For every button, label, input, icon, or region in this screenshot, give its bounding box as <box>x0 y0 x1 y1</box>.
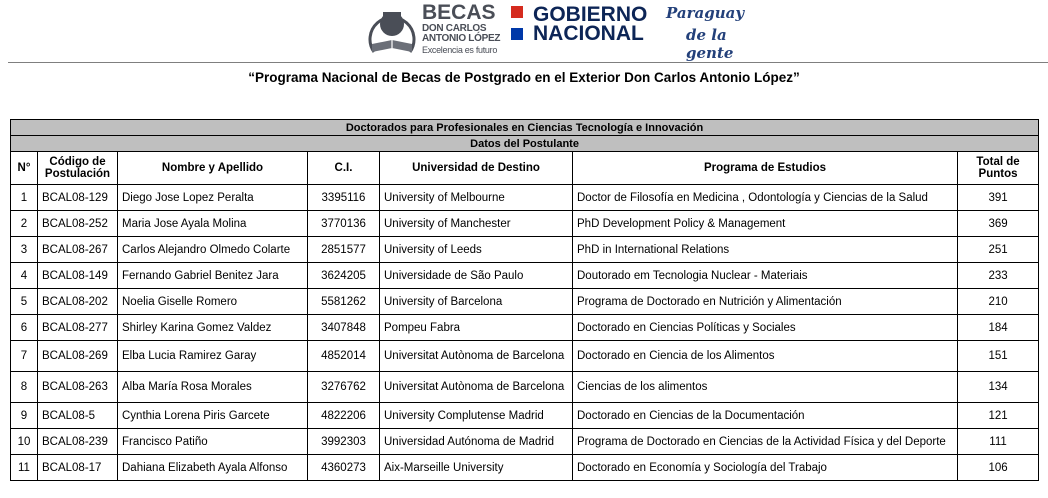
cell-university: Universitat Autònoma de Barcelona <box>380 372 573 403</box>
cell-program: Doctorado en Ciencia de los Alimentos <box>573 341 958 372</box>
cell-program: Doctorado en Economía y Sociología del Trabajo <box>573 455 958 481</box>
cell-program: Doctorado en Ciencias de la Documentación <box>573 403 958 429</box>
cell-points: 151 <box>958 341 1039 372</box>
cell-num: 10 <box>11 429 38 455</box>
gobierno-nacional-logo <box>511 4 651 44</box>
category-band <box>11 120 1039 136</box>
cell-num: 7 <box>11 341 38 372</box>
cell-code: BCAL08-263 <box>38 372 118 403</box>
cell-ci: 3395116 <box>308 185 380 211</box>
col-header-points: Total de Puntos <box>958 152 1039 185</box>
results-table-container <box>10 119 1039 481</box>
cell-university: Universitat Autònoma de Barcelona <box>380 341 573 372</box>
cell-university: University Complutense Madrid <box>380 403 573 429</box>
slogan-line-2: de la gente <box>686 26 734 62</box>
table-row <box>11 211 1039 237</box>
col-header-ci: C.I. <box>308 152 380 185</box>
paraguay-slogan <box>664 2 774 62</box>
results-table <box>10 119 1039 481</box>
cell-ci: 3276762 <box>308 372 380 403</box>
cell-code: BCAL08-277 <box>38 315 118 341</box>
cell-code: BCAL08-239 <box>38 429 118 455</box>
category-title: Doctorados para Profesionales en Ciencias Tecnología e Innovación <box>11 120 1039 136</box>
column-header-row <box>11 152 1039 185</box>
cell-num: 8 <box>11 372 38 403</box>
cell-points: 184 <box>958 315 1039 341</box>
becas-subtitle-1: DON CARLOS <box>422 23 487 34</box>
cell-points: 210 <box>958 289 1039 315</box>
cell-points: 233 <box>958 263 1039 289</box>
page-header <box>0 0 1048 62</box>
cell-ci: 4852014 <box>308 341 380 372</box>
cell-university: Universidade de São Paulo <box>380 263 573 289</box>
col-header-num: N° <box>11 152 38 185</box>
cell-name: Maria Jose Ayala Molina <box>118 211 308 237</box>
table-row <box>11 403 1039 429</box>
nacional-word: NACIONAL <box>533 22 644 45</box>
cell-ci: 3624205 <box>308 263 380 289</box>
cell-university: Universidad Autónoma de Madrid <box>380 429 573 455</box>
cell-num: 6 <box>11 315 38 341</box>
table-row <box>11 315 1039 341</box>
cell-name: Fernando Gabriel Benitez Jara <box>118 263 308 289</box>
table-row <box>11 341 1039 372</box>
cell-code: BCAL08-17 <box>38 455 118 481</box>
cell-name: Alba María Rosa Morales <box>118 372 308 403</box>
cell-name: Noelia Giselle Romero <box>118 289 308 315</box>
cell-university: University of Manchester <box>380 211 573 237</box>
cell-university: University of Melbourne <box>380 185 573 211</box>
header-divider <box>8 62 1048 63</box>
cell-points: 251 <box>958 237 1039 263</box>
table-row <box>11 263 1039 289</box>
table-row <box>11 289 1039 315</box>
becas-emblem-icon <box>364 2 420 58</box>
cell-points: 391 <box>958 185 1039 211</box>
cell-program: PhD in International Relations <box>573 237 958 263</box>
table-row <box>11 455 1039 481</box>
col-header-university: Universidad de Destino <box>380 152 573 185</box>
flag-squares-icon <box>511 6 523 41</box>
cell-university: University of Leeds <box>380 237 573 263</box>
section-title: Datos del Postulante <box>11 136 1039 152</box>
cell-name: Diego Jose Lopez Peralta <box>118 185 308 211</box>
cell-name: Carlos Alejandro Olmedo Colarte <box>118 237 308 263</box>
cell-program: Programa de Doctorado en Ciencias de la Actividad Física y del Deporte <box>573 429 958 455</box>
cell-num: 4 <box>11 263 38 289</box>
cell-ci: 4360273 <box>308 455 380 481</box>
cell-program: Doctorado en Ciencias Políticas y Sociales <box>573 315 958 341</box>
cell-university: Aix-Marseille University <box>380 455 573 481</box>
cell-num: 5 <box>11 289 38 315</box>
becas-logo <box>364 2 504 58</box>
cell-code: BCAL08-252 <box>38 211 118 237</box>
cell-ci: 3770136 <box>308 211 380 237</box>
becas-wordmark <box>422 2 504 58</box>
cell-ci: 4822206 <box>308 403 380 429</box>
cell-code: BCAL08-202 <box>38 289 118 315</box>
table-row <box>11 237 1039 263</box>
cell-program: Doutorado em Tecnologia Nuclear - Materiais <box>573 263 958 289</box>
cell-program: Ciencias de los alimentos <box>573 372 958 403</box>
cell-code: BCAL08-269 <box>38 341 118 372</box>
section-band <box>11 136 1039 152</box>
table-body <box>11 185 1039 481</box>
cell-name: Elba Lucia Ramirez Garay <box>118 341 308 372</box>
gobierno-word: GOBIERNO <box>533 3 648 26</box>
cell-num: 2 <box>11 211 38 237</box>
col-header-program: Programa de Estudios <box>573 152 958 185</box>
cell-code: BCAL08-267 <box>38 237 118 263</box>
cell-code: BCAL08-129 <box>38 185 118 211</box>
cell-ci: 3407848 <box>308 315 380 341</box>
becas-subtitle-2: ANTONIO LÓPEZ <box>422 33 501 44</box>
program-title: “Programa Nacional de Becas de Postgrado en el Exterior Don Carlos Antonio López” <box>248 70 800 85</box>
cell-ci: 3992303 <box>308 429 380 455</box>
cell-num: 3 <box>11 237 38 263</box>
cell-points: 121 <box>958 403 1039 429</box>
cell-ci: 5581262 <box>308 289 380 315</box>
cell-points: 106 <box>958 455 1039 481</box>
table-row <box>11 185 1039 211</box>
cell-points: 111 <box>958 429 1039 455</box>
cell-university: University of Barcelona <box>380 289 573 315</box>
cell-university: Pompeu Fabra <box>380 315 573 341</box>
slogan-line-1: Paraguay <box>666 4 745 22</box>
cell-points: 134 <box>958 372 1039 403</box>
cell-program: Doctor de Filosofía en Medicina , Odontología y Ciencias de la Salud <box>573 185 958 211</box>
becas-tagline: Excelencia es futuro <box>422 45 498 55</box>
cell-program: PhD Development Policy & Management <box>573 211 958 237</box>
cell-num: 11 <box>11 455 38 481</box>
table-row <box>11 429 1039 455</box>
cell-code: BCAL08-149 <box>38 263 118 289</box>
cell-code: BCAL08-5 <box>38 403 118 429</box>
col-header-name: Nombre y Apellido <box>118 152 308 185</box>
col-header-code: Código de Postulación <box>38 152 118 185</box>
cell-num: 9 <box>11 403 38 429</box>
cell-num: 1 <box>11 185 38 211</box>
cell-name: Dahiana Elizabeth Ayala Alfonso <box>118 455 308 481</box>
table-row <box>11 372 1039 403</box>
cell-name: Francisco Patiño <box>118 429 308 455</box>
cell-points: 369 <box>958 211 1039 237</box>
cell-program: Programa de Doctorado en Nutrición y Alimentación <box>573 289 958 315</box>
cell-name: Cynthia Lorena Piris Garcete <box>118 403 308 429</box>
becas-title: BECAS <box>422 1 496 24</box>
cell-ci: 2851577 <box>308 237 380 263</box>
cell-name: Shirley Karina Gomez Valdez <box>118 315 308 341</box>
